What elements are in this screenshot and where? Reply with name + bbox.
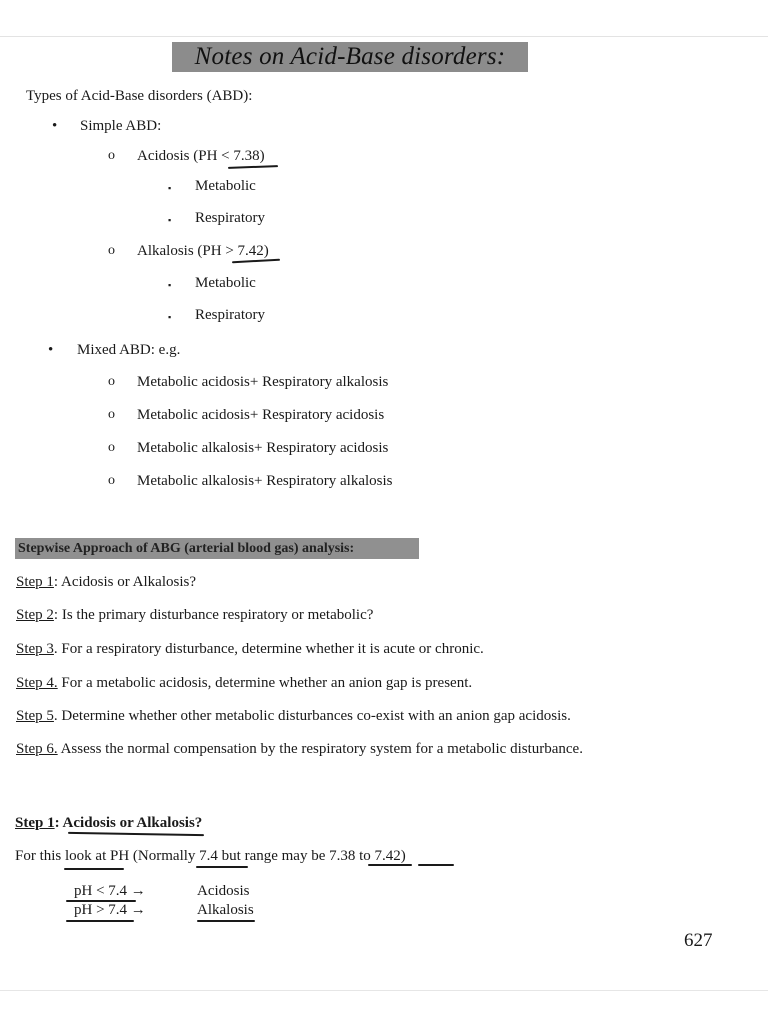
step-label: Step 6. [16, 741, 58, 757]
step1-heading-colon: : [54, 815, 60, 831]
handwritten-underline [64, 868, 124, 870]
scan-bottom-edge [0, 990, 768, 991]
step-text: . Determine whether other metabolic disturbances co-exist with an anion gap acidosis. [53, 708, 571, 724]
step-line [16, 739, 583, 759]
step-line [16, 673, 472, 693]
step-line [16, 706, 571, 726]
step-label: Step 2 [16, 607, 54, 623]
handwritten-underline [196, 866, 248, 868]
handwritten-underline [66, 920, 134, 922]
step1-intro: For this look at PH (Normally 7.4 but range may be 7.38 to 7.42) [15, 848, 406, 864]
mixed-item: Metabolic alkalosis+ Respiratory acidosis [137, 440, 389, 456]
circle-bullet-icon: o [108, 374, 115, 389]
stepwise-heading: Stepwise Approach of ABG (arterial blood gas) analysis: [15, 538, 419, 559]
step-label: Step 5 [16, 708, 54, 724]
alkalosis-item-metabolic: Metabolic [195, 275, 256, 291]
handwritten-underline [368, 864, 412, 866]
acidosis-label: Acidosis (PH < 7.38) [137, 148, 265, 164]
square-bullet-icon: ▪ [168, 312, 172, 322]
square-bullet-icon: ▪ [168, 280, 172, 290]
step-text: : Acidosis or Alkalosis? [53, 574, 197, 590]
step1-heading-title: Acidosis or Alkalosis? [62, 815, 203, 831]
mixed-item: Metabolic acidosis+ Respiratory alkalosis [137, 374, 389, 390]
step-label: Step 4. [16, 675, 58, 691]
acidosis-item-respiratory: Respiratory [195, 210, 265, 226]
page-number: 627 [684, 930, 713, 951]
circle-bullet-icon: o [108, 440, 115, 455]
scan-top-edge [0, 36, 768, 37]
handwritten-underline [418, 864, 454, 866]
step-label: Step 1 [16, 574, 54, 590]
mixed-item: Metabolic acidosis+ Respiratory acidosis [137, 407, 385, 423]
circle-bullet-icon: o [108, 473, 115, 488]
step1-heading-label: Step 1 [15, 815, 55, 831]
step-line [16, 572, 196, 592]
types-heading: Types of Acid-Base disorders (ABD): [26, 88, 253, 104]
circle-bullet-icon: o [108, 243, 115, 258]
bullet-dot-icon: • [48, 342, 54, 358]
step1-heading [15, 813, 202, 833]
acidosis-item-metabolic: Metabolic [195, 178, 256, 194]
ph-result: Alkalosis [197, 902, 254, 918]
ph-condition: pH < 7.4 → [74, 883, 146, 899]
circle-bullet-icon: o [108, 407, 115, 422]
step-text: . For a respiratory disturbance, determine whether it is acute or chronic. [53, 641, 484, 657]
handwritten-underline [228, 165, 278, 169]
handwritten-underline [197, 920, 255, 922]
square-bullet-icon: ▪ [168, 183, 172, 193]
ph-result: Acidosis [197, 883, 250, 899]
step-line [16, 639, 484, 659]
step-line [16, 605, 373, 625]
step-text: Assess the normal compensation by the respiratory system for a metabolic disturbance. [57, 741, 583, 757]
mixed-item: Metabolic alkalosis+ Respiratory alkalosis [137, 473, 393, 489]
handwritten-underline [66, 900, 136, 902]
page-title: Notes on Acid-Base disorders: [172, 42, 528, 72]
step-text: : Is the primary disturbance respiratory or metabolic? [53, 607, 374, 623]
square-bullet-icon: ▪ [168, 215, 172, 225]
alkalosis-label: Alkalosis (PH > 7.42) [137, 243, 269, 259]
ph-condition: pH > 7.4 → [74, 902, 146, 918]
alkalosis-item-respiratory: Respiratory [195, 307, 265, 323]
bullet-dot-icon: • [52, 118, 58, 134]
simple-abd-label: Simple ABD: [80, 118, 162, 134]
step-text: For a metabolic acidosis, determine whether an anion gap is present. [57, 675, 473, 691]
circle-bullet-icon: o [108, 148, 115, 163]
step-label: Step 3 [16, 641, 54, 657]
mixed-abd-label: Mixed ABD: e.g. [77, 342, 181, 358]
